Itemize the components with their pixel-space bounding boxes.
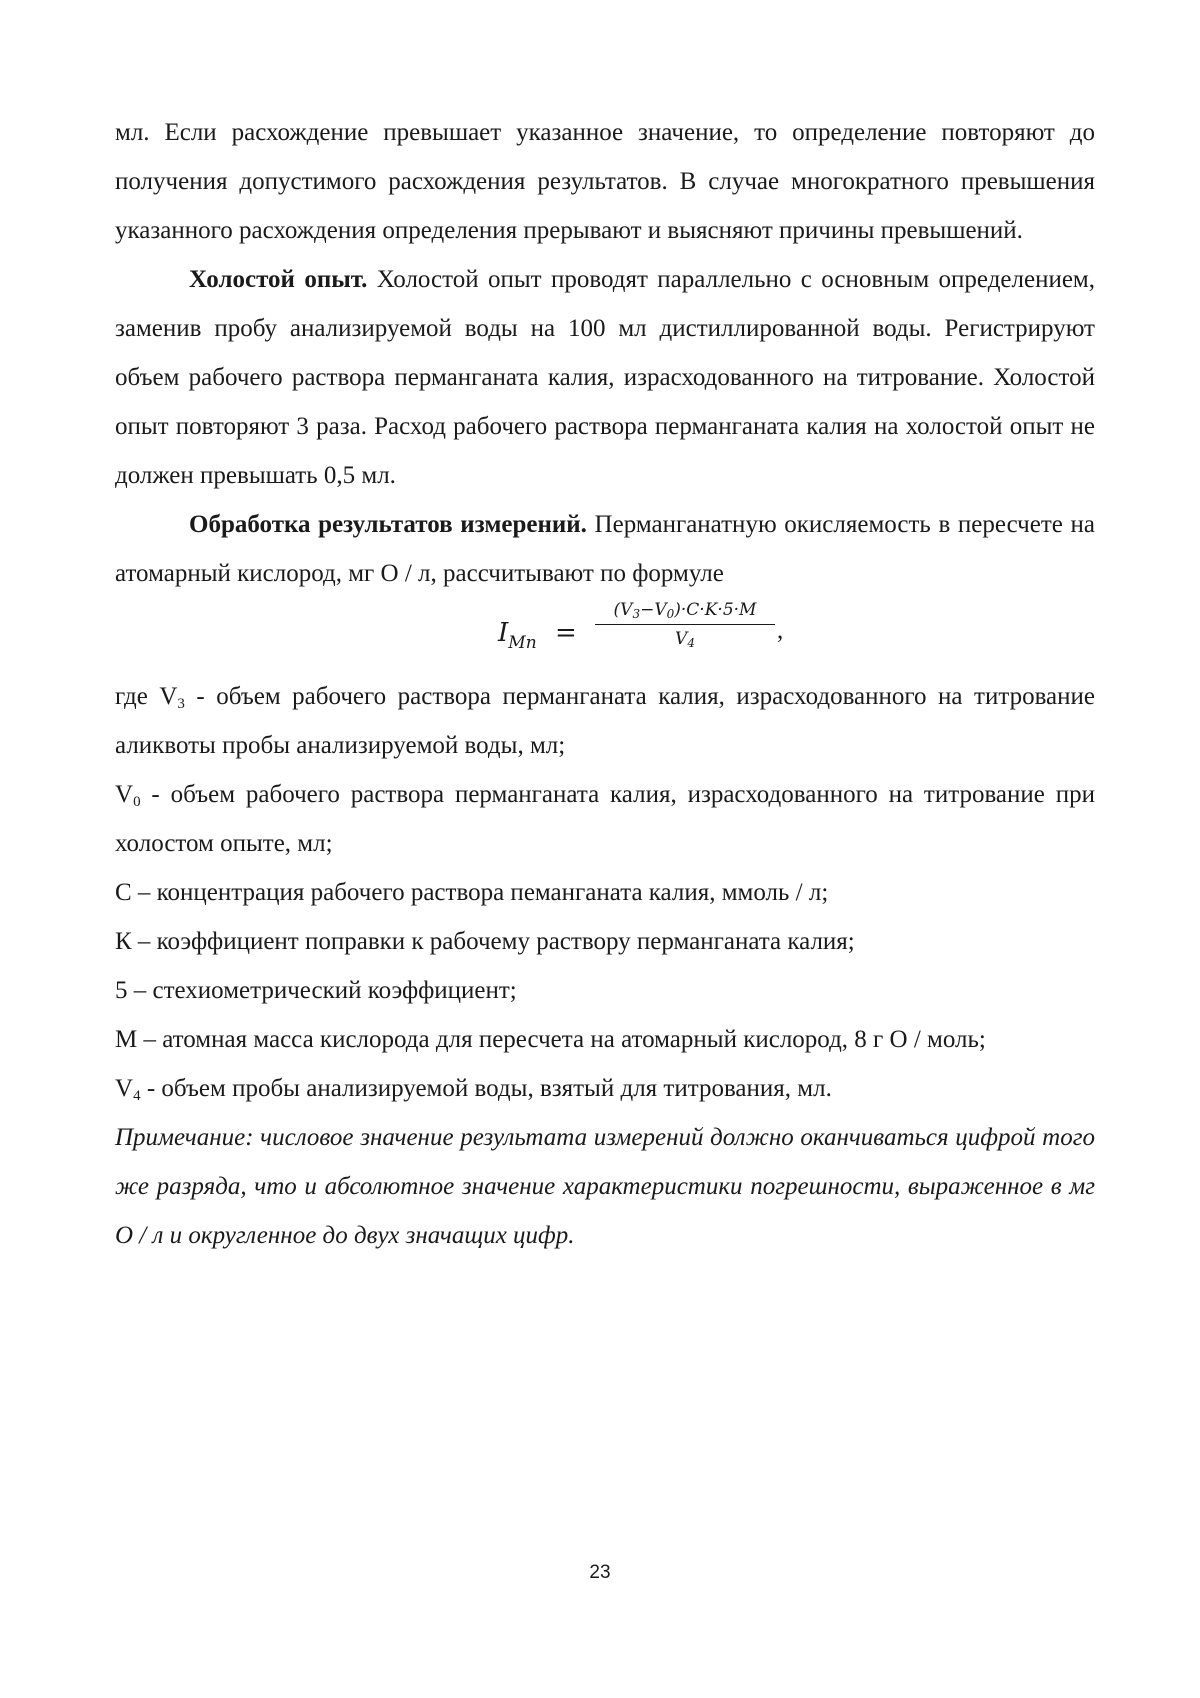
- formula-num-open: (V: [613, 600, 633, 620]
- formula-num-sub2: 0: [666, 607, 675, 621]
- formula-den-sub: 4: [687, 636, 695, 650]
- blank-test-text: Холостой опыт проводят параллельно с основным определением, заменив пробу анализируемой воды на 100 мл дистиллированной воды. Регистрируют объем рабочего раствора перманганата калия, израсходованного на титрование. Холостой опыт повторяют 3 раза. Расход рабочего раствора перманганата калия на холостой опыт не должен превышать 0,5 мл.: [115, 266, 1096, 489]
- definition-v4: [115, 1064, 1095, 1113]
- definition-c: С – концентрация рабочего раствора пеманганата калия, ммоль / л;: [115, 879, 829, 906]
- definition-v4-sub: 4: [133, 1088, 141, 1104]
- paragraph-discrepancy: мл. Если расхождение превышает указанное значение, то определение повторяют до получения допустимого расхождения результатов. В случае многократного превышения указанного расхождения определения прерывают и выясняют причины превышений.: [115, 119, 1095, 244]
- definition-v0-sub: 0: [133, 794, 141, 810]
- formula-fraction: [595, 598, 775, 651]
- definition-k: К – коэффициент поправки к рабочему раствору перманганата калия;: [115, 928, 855, 955]
- definition-v0: [115, 770, 1095, 868]
- definition-m: М – атомная масса кислорода для пересчета на атомарный кислород, 8 г О / моль;: [115, 1026, 986, 1053]
- formula-lhs-symbol: I: [498, 618, 509, 648]
- formula-lhs-subscript: Mn: [508, 633, 537, 653]
- paragraph-blank-test: [115, 255, 1095, 500]
- definition-v0-text: - объем рабочего раствора перманганата калия, израсходованного на титрование при холостом опыте, мл;: [115, 781, 1095, 857]
- definition-v4-prefix: V: [115, 1075, 134, 1102]
- definition-v3-prefix: где V: [115, 683, 178, 710]
- definition-v0-prefix: V: [115, 781, 134, 808]
- formula-num-minus: −V: [640, 600, 667, 620]
- results-processing-heading: Обработка результатов измерений.: [189, 511, 587, 538]
- blank-test-heading: Холостой опыт.: [189, 266, 368, 293]
- definition-v4-text: - объем пробы анализируемой воды, взятый для титрования, мл.: [140, 1075, 832, 1102]
- formula-num-rest: )·C·K·5·M: [674, 600, 757, 620]
- definition-v3-sub: 3: [177, 696, 185, 712]
- formula-lhs: [498, 618, 537, 653]
- results-processing-text: Перманганатную окисляемость в пересчете на атомарный кислород, мг О / л, рассчитывают по формуле: [115, 511, 1095, 587]
- permanganate-index-formula: [115, 598, 1095, 672]
- note-paragraph: Примечание: числовое значение результата измерений должно оканчиваться цифрой того же разряда, что и абсолютное значение характеристики погрешности, выраженное в мг О / л и округленное до двух значащих цифр.: [115, 1124, 1095, 1249]
- formula-num-sub1: 3: [632, 607, 641, 621]
- formula-numerator: [595, 598, 775, 625]
- paragraph-results-processing: [115, 500, 1095, 598]
- definition-v3-text: - объем рабочего раствора перманганата калия, израсходованного на титрование аликвоты пробы анализируемой воды, мл;: [115, 683, 1095, 759]
- definition-5: 5 – стехиометрический коэффициент;: [115, 977, 517, 1004]
- definition-v3: [115, 672, 1095, 770]
- formula-denominator: [595, 625, 775, 651]
- page-number: 23: [589, 1562, 611, 1583]
- formula-den-var: V: [675, 629, 688, 649]
- formula-equals: =: [555, 618, 577, 648]
- formula-comma: ,: [777, 617, 784, 644]
- document-body: [115, 108, 1095, 1260]
